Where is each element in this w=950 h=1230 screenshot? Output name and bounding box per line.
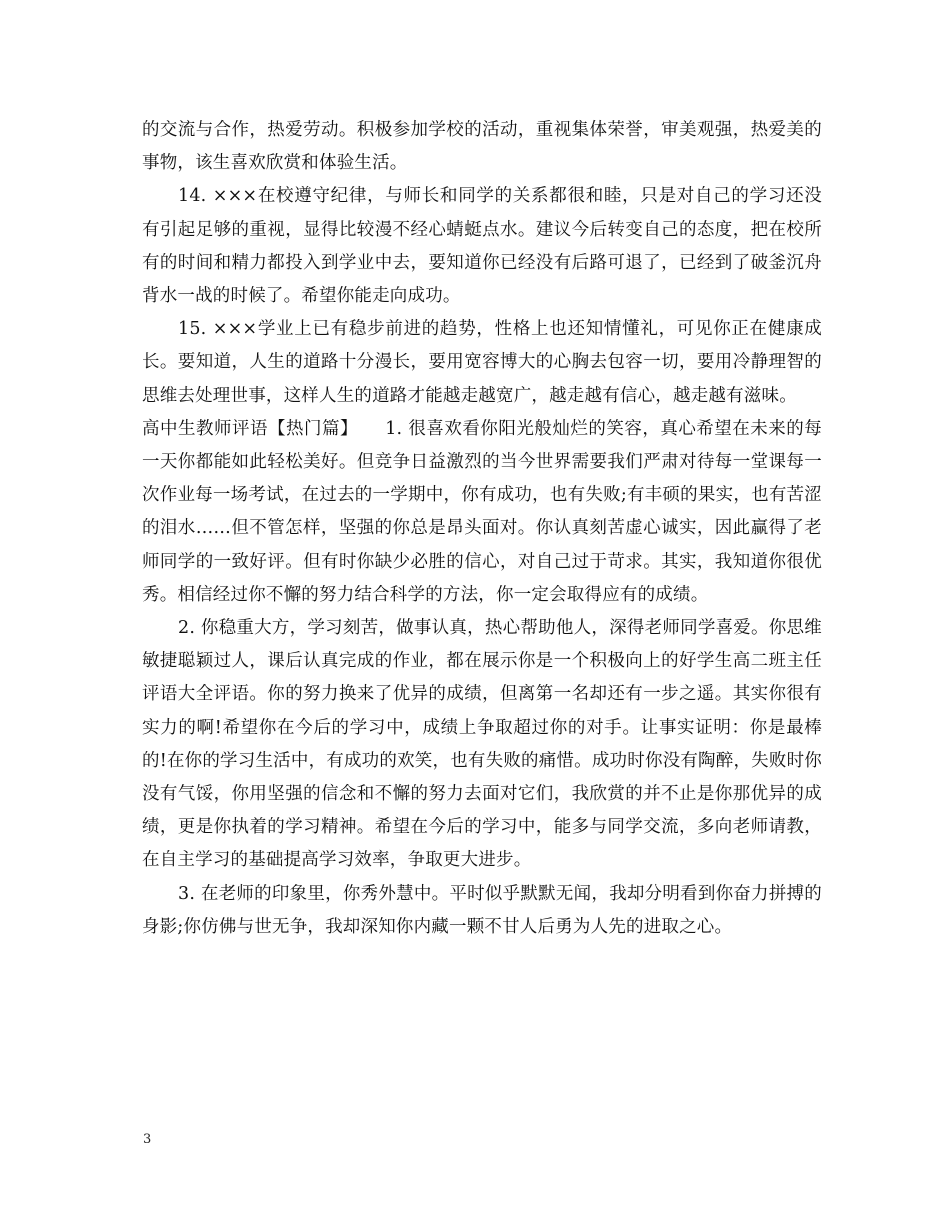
paragraph-comment-3: 3. 在老师的印象里，你秀外慧中。平时似乎默默无闻，我却分明看到你奋力拼搏的身影;你仿佛与世无争，我却深知你内藏一颗不甘人后勇为人先的进取之心。 — [142, 883, 822, 937]
document-body — [142, 114, 822, 944]
page-number: 3 — [143, 1132, 152, 1147]
paragraph-section-heading-comment-1: 高中生教师评语【热门篇】 1. 很喜欢看你阳光般灿烂的笑容，真心希望在未来的每一天你都能如此轻松美好。但竞争日益激烈的当今世界需要我们严肃对待每一堂课每一次作业每一场考试，在过去的一学期中，你有成功，也有失败;有丰硕的果实，也有苦涩的泪水……但不管怎样，坚强的你总是昂头面对。你认真刻苦虚心诚实，因此赢得了老师同学的一致好评。但有时你缺少必胜的信心，对自己过于苛求。其实，我知道你很优秀。相信经过你不懈的努力结合科学的方法，你一定会取得应有的成绩。 — [142, 418, 822, 605]
paragraph-comment-2: 2. 你稳重大方，学习刻苦，做事认真，热心帮助他人，深得老师同学喜爱。你思维敏捷聪颖过人，课后认真完成的作业，都在展示你是一个积极向上的好学生高二班主任评语大全评语。你的努力换来了优异的成绩，但离第一名却还有一步之遥。其实你很有实力的啊!希望你在今后的学习中，成绩上争取超过你的对手。让事实证明：你是最棒的!在你的学习生活中，有成功的欢笑，也有失败的痛惜。成功时你没有陶醉，失败时你没有气馁，你用坚强的信念和不懈的努力去面对它们，我欣赏的并不止是你那优异的成绩，更是你执着的学习精神。希望在今后的学习中，能多与同学交流，多向老师请教，在自主学习的基础提高学习效率，争取更大进步。 — [142, 618, 822, 871]
paragraph-comment-15: 15. ×××学业上已有稳步前进的趋势，性格上也还知情懂礼，可见你正在健康成长。要知道，人生的道路十分漫长，要用宽容博大的心胸去包容一切，要用冷静理智的思维去处理世事，这样人生的道路才能越走越宽广，越走越有信心，越走越有滋味。 — [142, 319, 822, 406]
paragraph-comment-14: 14. ×××在校遵守纪律，与师长和同学的关系都很和睦，只是对自己的学习还没有引起足够的重视，显得比较漫不经心蜻蜓点水。建议今后转变自己的态度，把在校所有的时间和精力都投入到学业中去，要知道你已经没有后路可退了，已经到了破釜沉舟背水一战的时候了。希望你能走向成功。 — [142, 186, 822, 307]
paragraph-continuation: 的交流与合作，热爱劳动。积极参加学校的活动，重视集体荣誉，审美观强，热爱美的事物，该生喜欢欣赏和体验生活。 — [142, 120, 822, 174]
